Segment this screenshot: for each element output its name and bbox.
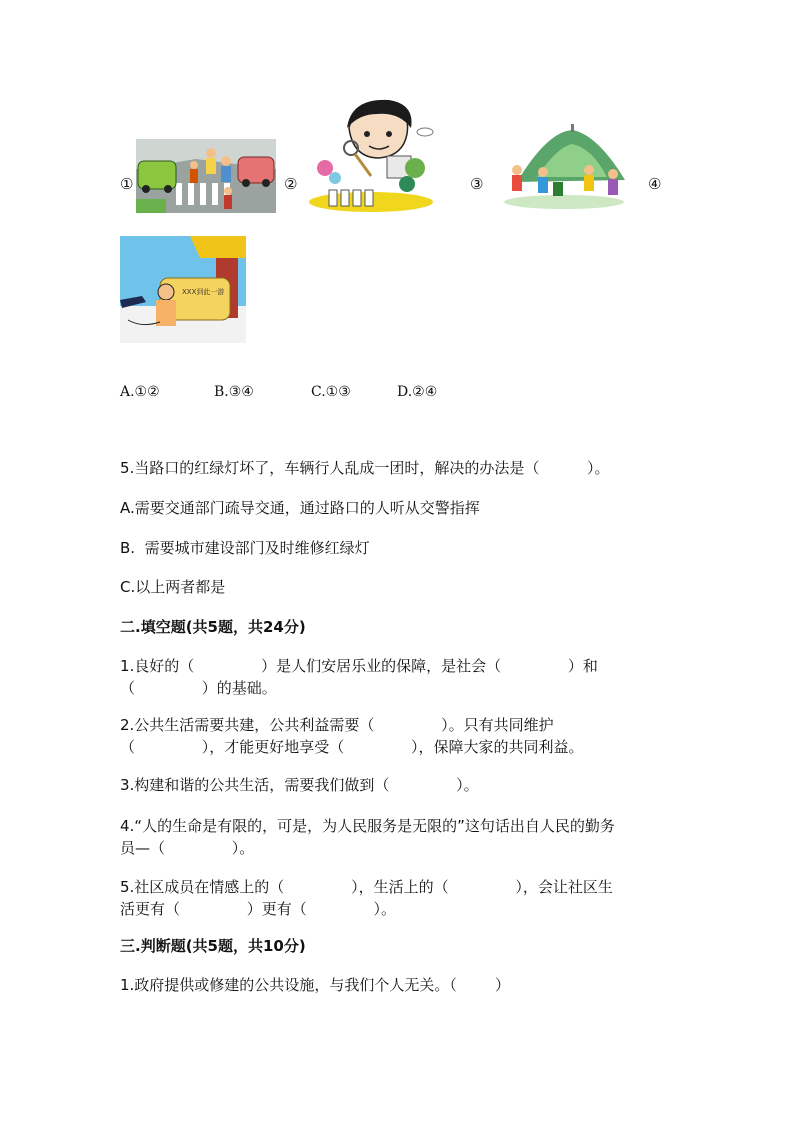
q4-option-c: C.①③	[311, 384, 351, 400]
fill-q5-line2: 活更有（ ）更有（ ）。	[120, 900, 397, 918]
fill-q2-line1: 2.公共生活需要共建，公共利益需要（ ）。只有共同维护	[120, 716, 554, 734]
illustration-boy-catching-butterflies	[307, 98, 435, 214]
q4-option-a: A.①②	[120, 384, 160, 400]
q5-option-c: C.以上两者都是	[120, 578, 226, 596]
marker-3: ③	[470, 175, 484, 193]
graffiti-sign-text: XXX到此一游	[182, 288, 225, 296]
illustration-traffic-crossing	[136, 139, 276, 213]
judge-q1: 1.政府提供或修建的公共设施，与我们个人无关。（ ）	[120, 976, 510, 994]
marker-1: ①	[120, 175, 134, 193]
section-3-title: 三.判断题(共5题，共10分)	[120, 937, 306, 955]
q4-option-b: B.③④	[214, 384, 254, 400]
q5-stem: 5.当路口的红绿灯坏了，车辆行人乱成一团时，解决的办法是（ ）。	[120, 459, 610, 477]
section-2-title: 二.填空题(共5题，共24分)	[120, 618, 306, 636]
fill-q3: 3.构建和谐的公共生活，需要我们做到（ ）。	[120, 776, 479, 794]
fill-q1-line1: 1.良好的（ ）是人们安居乐业的保障，是社会（ ）和	[120, 657, 598, 675]
illustration-volunteers-cleaning-park	[497, 122, 632, 209]
fill-q5-line1: 5.社区成员在情感上的（ ），生活上的（ ），会让社区生	[120, 878, 613, 896]
marker-2: ②	[284, 175, 298, 193]
fill-q4-line1: 4.“人的生命是有限的，可是，为人民服务是无限的”这句话出自人民的勤务	[120, 817, 615, 835]
fill-q2-line2: （ ），才能更好地享受（ ），保障大家的共同利益。	[120, 738, 584, 756]
fill-q1-line2: （ ）的基础。	[120, 679, 277, 697]
q5-option-b: B. 需要城市建设部门及时维修红绿灯	[120, 539, 370, 557]
illustration-graffiti-on-monument	[120, 236, 246, 343]
marker-4: ④	[648, 175, 662, 193]
q4-option-d: D.②④	[397, 384, 438, 400]
q5-option-a: A.需要交通部门疏导交通，通过路口的人听从交警指挥	[120, 499, 480, 517]
fill-q4-line2: 员—（ ）。	[120, 839, 255, 857]
